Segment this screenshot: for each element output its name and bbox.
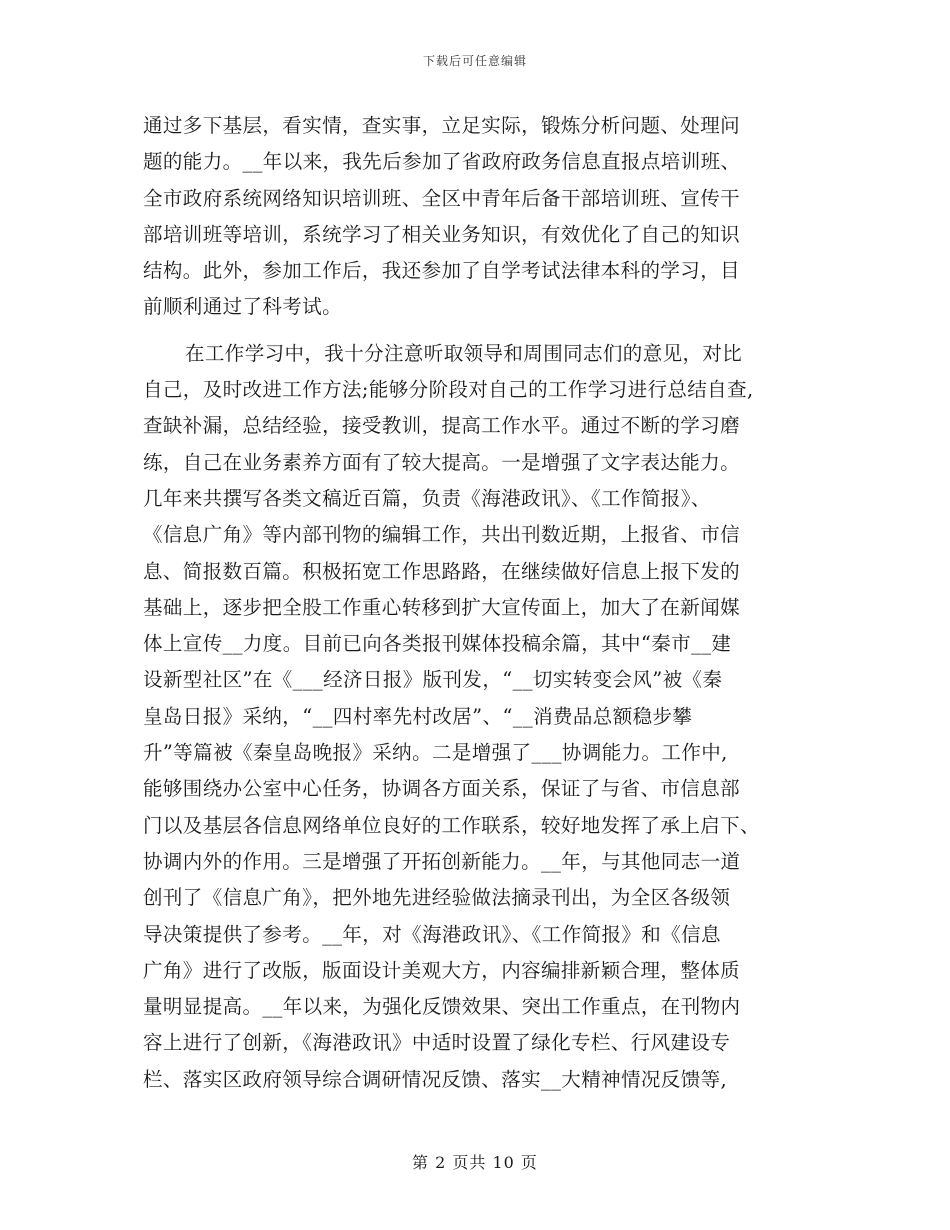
- text-line: 创刊了《信息广角》，把外地先进经验做法摘录刊出，为全区各级领: [143, 886, 731, 910]
- text-line: 全市政府系统网络知识培训班、全区中青年后备干部培训班、宣传干: [143, 186, 741, 210]
- text-line: 设新型社区”在《___经济日报》版刊发，“__切实转变会风”被《秦: [143, 668, 723, 692]
- text-line: 查缺补漏，总结经验，接受教训，提高工作水平。通过不断的学习磨: [143, 414, 741, 438]
- text-line: 导决策提供了参考。__年，对《海港政讯》、《工作简报》和《信息: [143, 922, 721, 946]
- paragraph-2: [143, 336, 805, 1098]
- text-line: 题的能力。__年以来，我先后参加了省政府政务信息直报点培训班、: [143, 150, 741, 174]
- text-line: 门以及基层各信息网络单位良好的工作联系，较好地发挥了承上启下、: [143, 813, 760, 837]
- text-line: 协调内外的作用。三是增强了开拓创新能力。__年，与其他同志一道: [143, 849, 741, 873]
- text-line: 通过多下基层，看实情，查实事，立足实际，锻炼分析问题、处理问: [143, 114, 741, 137]
- text-line: 皇岛日报》采纳，“__四村率先村改居”、“__消费品总额稳步攀: [143, 704, 693, 728]
- paragraph-1: [143, 108, 805, 326]
- text-line: 广角》进行了改版，版面设计美观大方，内容编排新颖合理，整体质: [143, 958, 741, 982]
- page-header: 下载后可任意编辑: [422, 54, 527, 68]
- text-line: 能够围绕办公室中心任务，协调各方面关系，保证了与省、市信息部: [143, 777, 741, 801]
- text-line: 《信息广角》等内部刊物的编辑工作，共出刊数近期，上报省、市信: [143, 523, 741, 547]
- text-line: 前顺利通过了科考试。: [143, 295, 343, 319]
- document-body: [143, 108, 805, 1098]
- text-line: 在工作学习中，我十分注意听取领导和周围同志们的意见，对比: [185, 341, 743, 365]
- text-line: 自己，及时改进工作方法;能够分阶段对自己的工作学习进行总结自查,: [143, 378, 754, 402]
- text-line: 升”等篇被《秦皇岛晚报》采纳。二是增强了___协调能力。工作中,: [143, 741, 728, 765]
- text-line: 结构。此外，参加工作后，我还参加了自学考试法律本科的学习，目: [143, 259, 741, 283]
- text-line: 息、简报数百篇。积极拓宽工作思路路，在继续做好信息上报下发的: [143, 559, 741, 583]
- text-line: 几年来共撰写各类文稿近百篇，负责《海港政讯》、《工作简报》、: [143, 486, 711, 510]
- text-line: 栏、落实区政府领导综合调研情况反馈、落实__大精神情况反馈等,: [143, 1067, 728, 1091]
- text-line: 体上宣传__力度。目前已向各类报刊媒体投稿余篇，其中“秦市__建: [143, 632, 732, 656]
- text-line: 练，自己在业务素养方面有了较大提高。一是增强了文字表达能力。: [143, 450, 741, 474]
- page-footer: 第 2 页共 10 页: [412, 1153, 538, 1172]
- text-line: 部培训班等培训，系统学习了相关业务知识，有效优化了自己的知识: [143, 222, 741, 246]
- paragraph-spacer: [143, 326, 805, 336]
- text-line: 基础上，逐步把全股工作重心转移到扩大宣传面上，加大了在新闻媒: [143, 595, 741, 619]
- text-line: 量明显提高。__年以来，为强化反馈效果、突出工作重点，在刊物内: [143, 995, 741, 1019]
- text-line: 容上进行了创新，《海港政讯》中适时设置了绿化专栏、行风建设专: [143, 1031, 731, 1055]
